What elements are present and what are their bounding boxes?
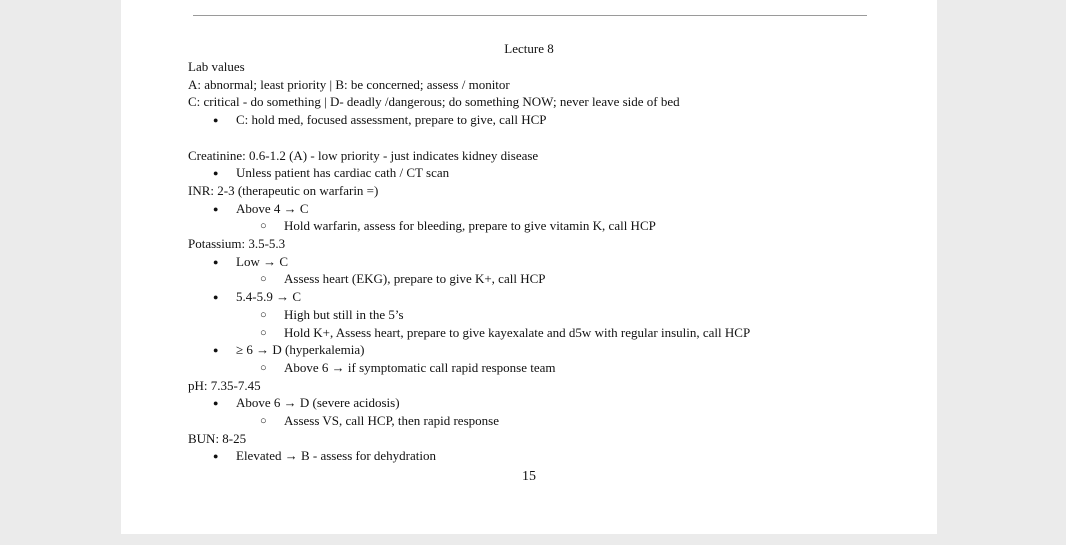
list-item: 5.4-5.9 → C xyxy=(236,289,301,305)
list-item: Unless patient has cardiac cath / CT scan xyxy=(236,165,450,181)
document-page xyxy=(121,0,937,534)
sub-list-item: Above 6 → if symptomatic call rapid response team xyxy=(284,359,556,375)
sub-bullet-icon: ○ xyxy=(260,361,267,374)
sub-list-item: Assess VS, call HCP, then rapid response xyxy=(284,413,499,428)
sub-bullet-icon: ○ xyxy=(260,273,267,286)
section-line: Lab values xyxy=(188,59,245,74)
sub-list-item: Hold K+, Assess heart, prepare to give kayexalate and d5w with regular insulin, call HCP xyxy=(284,324,751,340)
page-number: 15 xyxy=(522,469,536,484)
sub-list-item: High but still in the 5’s xyxy=(284,306,404,322)
list-item: Elevated → B - assess for dehydration xyxy=(236,448,437,464)
bullet-icon: ● xyxy=(213,398,219,409)
bullet-icon: ● xyxy=(213,292,219,303)
section-line: BUN: 8-25 xyxy=(188,430,247,446)
sub-bullet-icon: ○ xyxy=(260,415,267,427)
section-line: Potassium: 3.5-5.3 xyxy=(188,236,286,251)
list-item: Low → C xyxy=(236,253,288,269)
sub-bullet-icon: ○ xyxy=(260,308,267,321)
header-divider xyxy=(193,15,867,16)
section-line: C: critical - do something | D- deadly /dangerous; do something NOW; never leave side of bed xyxy=(188,94,680,110)
list-item: ≥ 6 → D (hyperkalemia) xyxy=(236,342,365,358)
section-line: INR: 2-3 (therapeutic on warfarin =) xyxy=(188,182,379,198)
bullet-icon: ● xyxy=(213,168,219,179)
section-line: pH: 7.35-7.45 xyxy=(188,377,261,393)
sub-bullet-icon: ○ xyxy=(260,220,267,233)
list-item: Above 6 → D (severe acidosis) xyxy=(236,395,400,411)
bullet-icon: ● xyxy=(213,115,219,126)
section-line: A: abnormal; least priority | B: be concerned; assess / monitor xyxy=(188,76,510,92)
sub-bullet-icon: ○ xyxy=(260,326,267,339)
bullet-icon: ● xyxy=(213,203,219,214)
sub-list-item: Assess heart (EKG), prepare to give K+, call HCP xyxy=(284,271,546,287)
bullet-icon: ● xyxy=(213,451,219,462)
sub-list-item: Hold warfarin, assess for bleeding, prepare to give vitamin K, call HCP xyxy=(284,218,656,234)
bullet-icon: ● xyxy=(213,256,219,267)
list-item: Above 4 → C xyxy=(236,200,309,216)
list-item: C: hold med, focused assessment, prepare to give, call HCP xyxy=(236,112,547,128)
bullet-icon: ● xyxy=(213,345,219,356)
section-line: Creatinine: 0.6-1.2 (A) - low priority - just indicates kidney disease xyxy=(188,147,539,163)
page-header: Lecture 8 xyxy=(504,41,554,56)
